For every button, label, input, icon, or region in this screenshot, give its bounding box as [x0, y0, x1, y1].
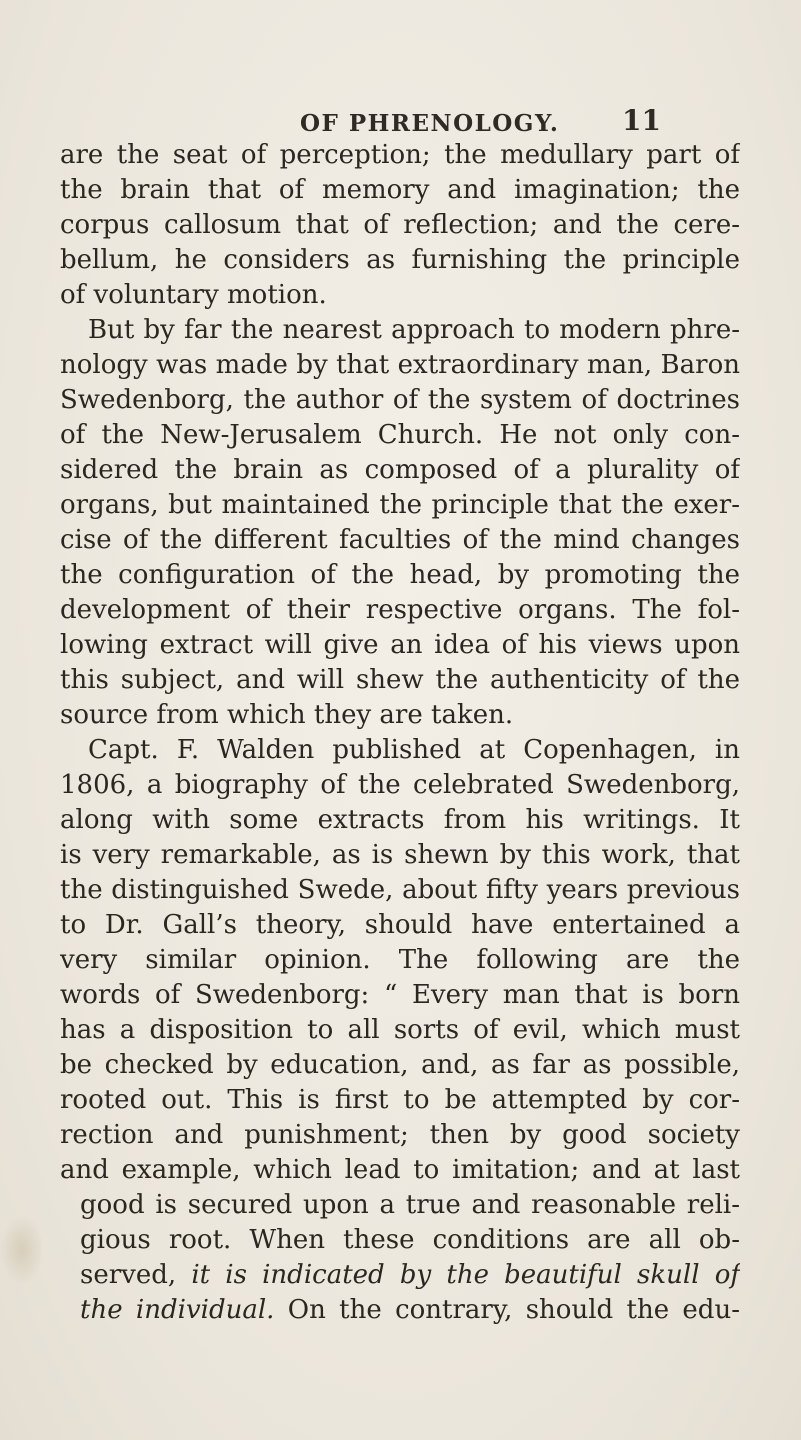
paper-stain: [0, 1215, 44, 1285]
text-line: 1806, a biography of the celebrated Swedenborg,: [60, 770, 740, 800]
page-number: 11: [622, 104, 661, 137]
text-line: has a disposition to all sorts of evil, which must: [60, 1015, 740, 1045]
text-line: nology was made by that extraordinary man, Baron: [60, 350, 740, 380]
text-line: very similar opinion. The following are the: [60, 945, 740, 975]
text-line: is very remarkable, as is shewn by this work, that: [60, 840, 740, 870]
text-line: source from which they are taken.: [60, 700, 514, 730]
text-line: of voluntary motion.: [60, 280, 327, 310]
text-line: words of Swedenborg: “ Every man that is born: [60, 980, 740, 1010]
text-line: of the New-Jerusalem Church. He not only con-: [60, 420, 740, 450]
text-line: rooted out. This is first to be attempted by cor-: [60, 1085, 740, 1115]
text-line: the distinguished Swede, about fifty years previous: [60, 875, 740, 905]
text-line-mixed: [80, 1258, 740, 1292]
text-line: organs, but maintained the principle that the exer-: [60, 490, 740, 520]
text-roman: served,: [80, 1260, 192, 1290]
running-head: OF PHRENOLOGY.: [300, 110, 560, 137]
text-line: good is secured upon a true and reasonable reli-: [80, 1190, 740, 1220]
text-line: Capt. F. Walden published at Copenhagen, in: [88, 735, 740, 765]
text-italic: the individual.: [80, 1295, 275, 1325]
text-line: bellum, he considers as furnishing the principle: [60, 245, 740, 275]
text-line: the brain that of memory and imagination; the: [60, 175, 740, 205]
text-roman: On the contrary, should the edu-: [274, 1295, 740, 1325]
text-line: rection and punishment; then by good society: [60, 1120, 740, 1150]
text-line: development of their respective organs. The fol-: [60, 595, 740, 625]
text-line: be checked by education, and, as far as possible,: [60, 1050, 740, 1080]
text-line: along with some extracts from his writings. It: [60, 805, 740, 835]
text-italic: it is indicated by the beautiful skull of: [191, 1260, 740, 1290]
text-line: Swedenborg, the author of the system of doctrines: [60, 385, 740, 415]
text-line: sidered the brain as composed of a plurality of: [60, 455, 740, 485]
text-line: corpus callosum that of reflection; and the cere-: [60, 210, 740, 240]
text-line-mixed: [80, 1293, 740, 1327]
text-line: cise of the different faculties of the mind changes: [60, 525, 740, 555]
text-line: are the seat of perception; the medullary part of: [60, 140, 740, 170]
text-line: lowing extract will give an idea of his views upon: [60, 630, 740, 660]
text-line: to Dr. Gall’s theory, should have entertained a: [60, 910, 740, 940]
text-line: gious root. When these conditions are all ob-: [80, 1225, 740, 1255]
text-line: But by far the nearest approach to modern phre-: [88, 315, 740, 345]
text-line: the configuration of the head, by promoting the: [60, 560, 740, 590]
text-line: this subject, and will shew the authenticity of the: [60, 665, 740, 695]
text-line: and example, which lead to imitation; and at last: [60, 1155, 740, 1185]
